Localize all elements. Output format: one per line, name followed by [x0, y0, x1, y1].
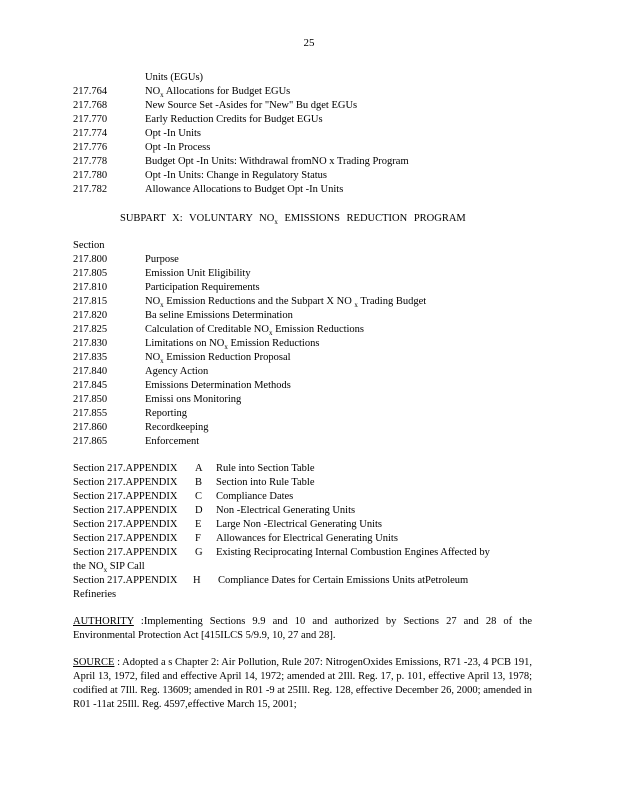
section-number: 217.770 — [73, 114, 108, 125]
section-title: Opt -In Units — [145, 128, 201, 139]
appendix-g-continuation — [73, 560, 533, 574]
section-number: 217.845 — [73, 380, 108, 391]
appendix-title: Non -Electrical Generating Units — [216, 505, 356, 516]
section-number: 217.776 — [73, 142, 108, 153]
appendix-row — [73, 476, 533, 490]
section-number: 217.850 — [73, 394, 108, 405]
appendix-row — [73, 532, 533, 546]
appendix-row-h: Section 217.APPENDIX H Compliance Dates for Certain Emissions Units atPetroleum — [73, 575, 469, 586]
subpart-list-row — [73, 337, 533, 351]
top-list-row — [73, 99, 533, 113]
section-number: 217.865 — [73, 436, 108, 447]
section-label-row — [73, 239, 533, 253]
section-title: Early Reduction Credits for Budget EGUs — [145, 114, 323, 125]
subpart-list-row — [73, 379, 533, 393]
top-list-row — [73, 169, 533, 183]
section-title: Opt -In Units: Change in Regulatory Status — [145, 170, 327, 181]
subpart-list-row — [73, 435, 533, 449]
section-title: Emission Unit Eligibility — [145, 268, 251, 279]
section-title: Allowance Allocations to Budget Opt -In Units — [145, 184, 344, 195]
appendix-row — [73, 490, 533, 504]
section-title: $NO_x$ Emission Reductions and the Subpart X NO $_x$ Trading Budget — [145, 296, 427, 309]
section-title: Reporting — [145, 408, 187, 419]
top-list-row — [73, 155, 533, 169]
subpart-list-row — [73, 309, 533, 323]
source-paragraph — [73, 656, 532, 712]
section-number: 217.840 — [73, 366, 108, 377]
appendix-h-continuation: Refineries — [73, 589, 117, 600]
section-number: 217.835 — [73, 352, 108, 363]
appendix-prefix: Section 217.APPENDIX — [73, 505, 178, 516]
subpart-list-row — [73, 281, 533, 295]
section-title: Calculation of Creditable $NO_x$ Emission Reductions — [145, 324, 365, 337]
appendix-prefix: Section 217.APPENDIX — [73, 519, 178, 530]
list-continuation-text: Units (EGUs) — [145, 72, 204, 83]
source-text: : Adopted a s Chapter 2: Air Pollution, Rule 207: NitrogenOxides Emissions, R71 -23, 4 PCB 191, April 13, 1972, filed and effective April 14, 1972; amended at 2Ill. Reg. 17, p. 101, effective April 13, 1978; codified at 7Ill. Reg. 13609; amended in R01 -9 at 25Ill. Reg. 128, effective December 26, 2000; amended in R01 -11at 25Ill. Reg. 4597,effective March 15, 2001; — [73, 657, 532, 710]
top-list-row — [73, 141, 533, 155]
appendix-title: Section into Rule Table — [216, 477, 315, 488]
appendix-row — [73, 504, 533, 518]
section-number: 217.815 — [73, 296, 108, 307]
top-list-row — [73, 127, 533, 141]
section-title: New Source Set -Asides for "New" Bu dget EGUs — [145, 100, 358, 111]
section-number: 217.855 — [73, 408, 108, 419]
subpart-heading: SUBPART X: VOLUNTARY $NO_x$ EMISSIONS REDUCTION PROGRAM — [120, 213, 466, 226]
appendix-row-g: Section 217.APPENDIX G Existing Reciprocating Internal Combustion Engines Affected by — [73, 547, 490, 558]
subpart-list-row — [73, 267, 533, 281]
appendix-letter: F — [195, 533, 201, 544]
section-label: Section — [73, 240, 105, 251]
section-title: Enforcement — [145, 436, 200, 447]
appendix-title: Rule into Section Table — [216, 463, 315, 474]
section-title: Participation Requirements — [145, 282, 260, 293]
section-title: Budget Opt -In Units: Withdrawal fromNO x Trading Program — [145, 156, 409, 167]
appendix-title: Compliance Dates — [216, 491, 294, 502]
section-title: Emissi ons Monitoring — [145, 394, 242, 405]
subpart-list-row — [73, 393, 533, 407]
appendix-letter: D — [195, 505, 203, 516]
section-title: $NO_x$ Allocations for Budget EGUs — [145, 86, 291, 99]
subpart-list-row — [73, 365, 533, 379]
section-number: 217.860 — [73, 422, 108, 433]
subpart-list-row — [73, 253, 533, 267]
section-title: Recordkeeping — [145, 422, 209, 433]
section-title: Opt -In Process — [145, 142, 211, 153]
page-number: 25 — [303, 37, 315, 49]
appendix-prefix: Section 217.APPENDIX — [73, 533, 178, 544]
top-list-row — [73, 183, 533, 197]
section-title: $NO_x$ Emission Reduction Proposal — [145, 352, 291, 365]
appendix-g-continuation-text: the $NO_x$ SIP Call — [73, 561, 145, 574]
section-number: 217.782 — [73, 184, 108, 195]
section-number: 217.820 — [73, 310, 108, 321]
appendix-letter: A — [195, 463, 203, 474]
appendix-title: Allowances for Electrical Generating Units — [216, 533, 398, 544]
section-number: 217.800 — [73, 254, 108, 265]
section-number: 217.805 — [73, 268, 108, 279]
subpart-list-row — [73, 351, 533, 365]
section-number: 217.810 — [73, 282, 108, 293]
top-list-row — [73, 85, 533, 99]
authority-label: AUTHORITY — [73, 616, 134, 627]
appendix-list — [73, 462, 533, 602]
appendix-title: Large Non -Electrical Generating Units — [216, 519, 382, 530]
top-list-row — [73, 113, 533, 127]
section-title: Ba seline Emissions Determination — [145, 310, 293, 321]
section-title: Agency Action — [145, 366, 209, 377]
appendix-row — [73, 462, 533, 476]
section-number: 217.780 — [73, 170, 108, 181]
list-continuation-row — [73, 71, 533, 85]
source-label: SOURCE — [73, 657, 115, 668]
appendix-prefix: Section 217.APPENDIX — [73, 491, 178, 502]
section-title: Limitations on $NO_x$ Emission Reductions — [145, 338, 320, 351]
appendix-letter: E — [195, 519, 202, 530]
subpart-section-list — [73, 239, 533, 449]
appendix-prefix: Section 217.APPENDIX — [73, 463, 178, 474]
section-number: 217.778 — [73, 156, 108, 167]
authority-paragraph — [73, 615, 532, 643]
section-title: Emissions Determination Methods — [145, 380, 291, 391]
subpart-list-row — [73, 323, 533, 337]
authority-text: :Implementing Sections 9.9 and 10 and authorized by Sections 27 and 28 of the Environmental Protection Act [415ILCS 5/9.9, 10, 27 and 28]. — [73, 616, 532, 641]
section-number: 217.830 — [73, 338, 108, 349]
subpart-list-row — [73, 295, 533, 309]
section-title: Purpose — [145, 254, 179, 265]
subpart-list-row — [73, 407, 533, 421]
section-number: 217.768 — [73, 100, 108, 111]
section-number: 217.825 — [73, 324, 108, 335]
appendix-letter: C — [195, 491, 203, 502]
top-section-list — [73, 71, 533, 197]
appendix-prefix: Section 217.APPENDIX — [73, 477, 178, 488]
subpart-list-row — [73, 421, 533, 435]
appendix-row — [73, 518, 533, 532]
section-number: 217.774 — [73, 128, 108, 139]
appendix-letter: B — [195, 477, 203, 488]
section-number: 217.764 — [73, 86, 108, 97]
